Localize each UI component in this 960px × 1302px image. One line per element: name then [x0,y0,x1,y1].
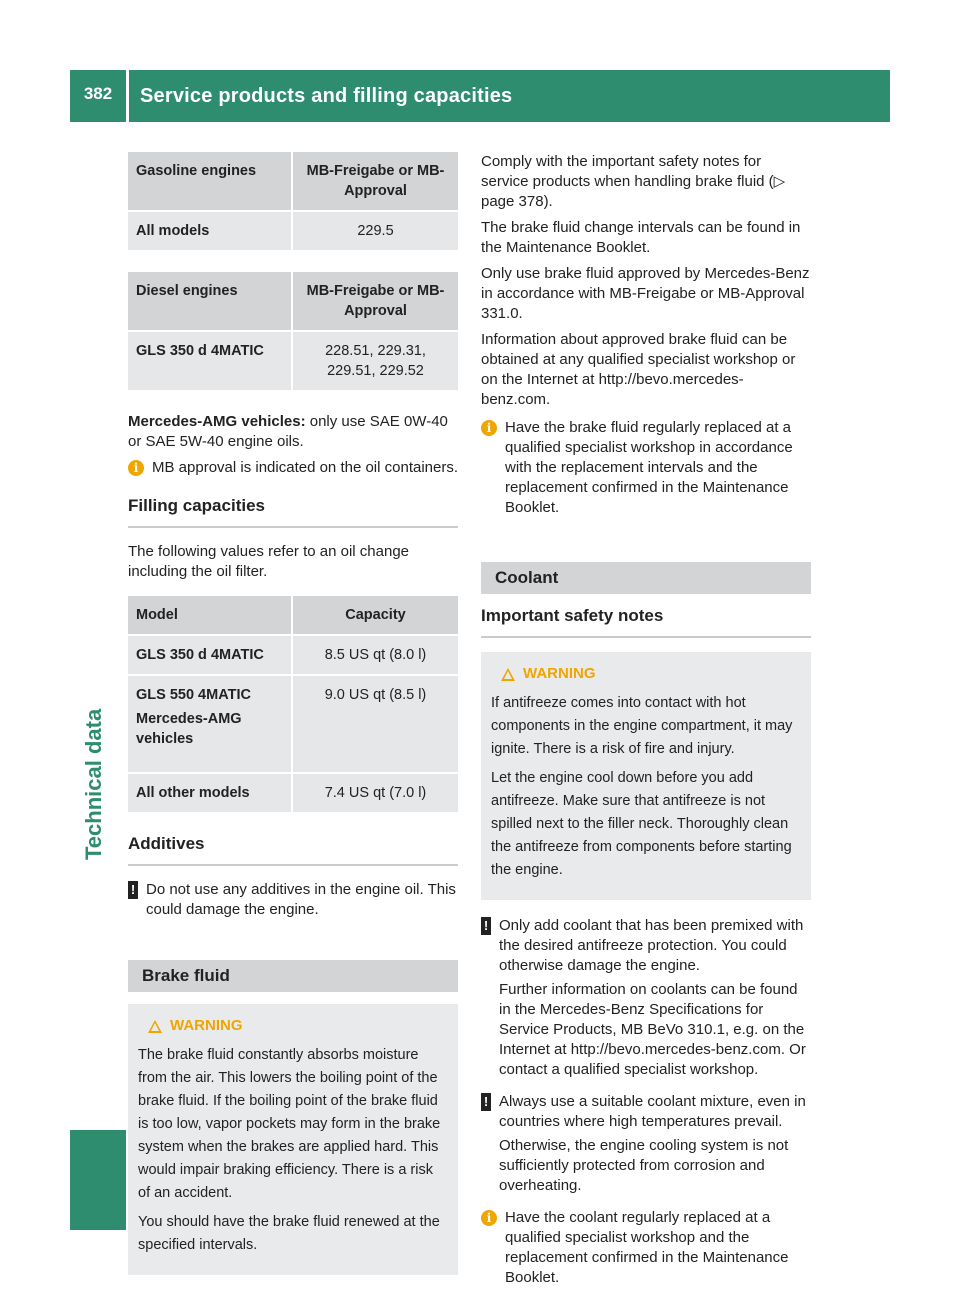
right-column [481,152,811,1300]
page-number: 382 [83,84,113,103]
exclamation-icon: ! [128,881,138,899]
capacity-table [128,596,458,812]
warning-icon [501,668,515,681]
exclamation-icon: ! [481,917,491,935]
amg-text: only use SAE 0W-40 or SAE 5W-40 engine oils. [128,413,448,450]
note-text: Further information on coolants can be found in the Mercedes-Benz Specifications for Service Products, MB BeVo 310.1, e.g. on the Internet at http://bevo.mercedes-benz.com. Or contact a qualified specialist workshop. [499,981,806,1078]
table-cell: 8.5 US qt (8.0 l) [293,634,458,674]
section-heading: Filling capacities [128,496,458,528]
note-text: Otherwise, the engine cooling system is not sufficiently protected from corrosion and overheating. [499,1137,789,1194]
warning-text: You should have the brake fluid renewed at the specified intervals. [138,1214,440,1253]
table-header: Model [128,596,293,634]
model-name: Mercedes-AMG vehicles [136,711,242,747]
table-header: MB-Freigabe or MB-Approval [293,272,458,330]
side-tab-label: Technical data [81,708,106,860]
table-cell: GLS 350 d 4MATIC [128,330,293,390]
caution-note [481,1092,811,1200]
warning-box [128,1004,458,1275]
warning-box [481,652,811,900]
info-icon: i [481,1210,497,1226]
amg-label: Mercedes-AMG vehicles: [128,413,306,430]
table-header: Diesel engines [128,272,293,330]
table-header: MB-Freigabe or MB-Approval [293,152,458,210]
warning-text: The brake fluid constantly absorbs moisture from the air. This lowers the boiling point of the brake fluid. If the boiling point of the brake fluid is too low, vapor pockets may form in the brake system when the brakes are applied hard. This would impair braking efficiency. There is a risk of an accident. [138,1047,441,1201]
info-icon: i [128,460,144,476]
paragraph: Only use brake fluid approved by Mercedes-Benz in accordance with MB-Freigabe or MB-Approval 331.0. [481,265,810,322]
note-text: Have the coolant regularly replaced at a qualified specialist workshop and the replacement confirmed in the Maintenance Booklet. [505,1209,789,1286]
section-heading: Important safety notes [481,606,811,638]
table-cell: GLS 350 d 4MATIC [128,634,293,674]
warning-label: WARNING [170,1017,243,1034]
table-cell: 7.4 US qt (7.0 l) [293,772,458,812]
note-text: Only add coolant that has been premixed with the desired antifreeze protection. You could otherwise damage the engine. [499,917,804,974]
table-header: Gasoline engines [128,152,293,210]
side-tab-block [70,1130,126,1230]
info-note [481,1208,811,1292]
section-bar: Coolant [481,562,811,594]
diesel-table [128,272,458,390]
exclamation-icon: ! [481,1093,491,1111]
info-note [481,418,811,522]
note-text: MB approval is indicated on the oil containers. [152,459,459,476]
paragraph: Comply with the important safety notes for service products when handling brake fluid (▷ page 378). [481,153,786,210]
warning-text: Let the engine cool down before you add antifreeze. Make sure that antifreeze is not spilled next to the filler neck. Thoroughly clean the antifreeze from components before starting the engine. [491,770,792,878]
model-name: GLS 550 4MATIC [136,687,251,703]
note-text: Have the brake fluid regularly replaced at a qualified specialist workshop in accordance with the replacement intervals and the replacement confirmed in the Maintenance Booklet. [505,419,793,516]
amg-paragraph [128,412,458,452]
note-text: Always use a suitable coolant mixture, even in countries where high temperatures prevail. [499,1093,806,1130]
table-cell: 9.0 US qt (8.5 l) [293,674,458,772]
table-header: Capacity [293,596,458,634]
gasoline-table [128,152,458,250]
info-note [128,458,458,482]
table-cell: 229.5 [293,210,458,250]
table-cell: 228.51, 229.31, 229.51, 229.52 [293,330,458,390]
paragraph: The brake fluid change intervals can be found in the Maintenance Booklet. [481,219,801,256]
info-icon: i [481,420,497,436]
section-heading: Additives [128,834,458,866]
header-divider [126,70,129,122]
warning-label: WARNING [523,665,596,682]
table-cell [128,674,293,772]
caution-note [128,880,458,924]
page-title: Service products and filling capacities [140,85,513,107]
left-column [128,152,458,1291]
table-cell: All other models [128,772,293,812]
warning-text: If antifreeze comes into contact with hot components in the engine compartment, it may ignite. There is a risk of fire and injury. [491,695,793,757]
note-text: Do not use any additives in the engine oil. This could damage the engine. [146,881,456,918]
filling-intro: The following values refer to an oil change including the oil filter. [128,543,410,580]
warning-icon [148,1020,162,1033]
table-cell: All models [128,210,293,250]
caution-note [481,916,811,1084]
paragraph: Information about approved brake fluid can be obtained at any qualified specialist workshop or on the Internet at http://bevo.mercedes-benz.com. [481,331,796,408]
section-bar: Brake fluid [128,960,458,992]
